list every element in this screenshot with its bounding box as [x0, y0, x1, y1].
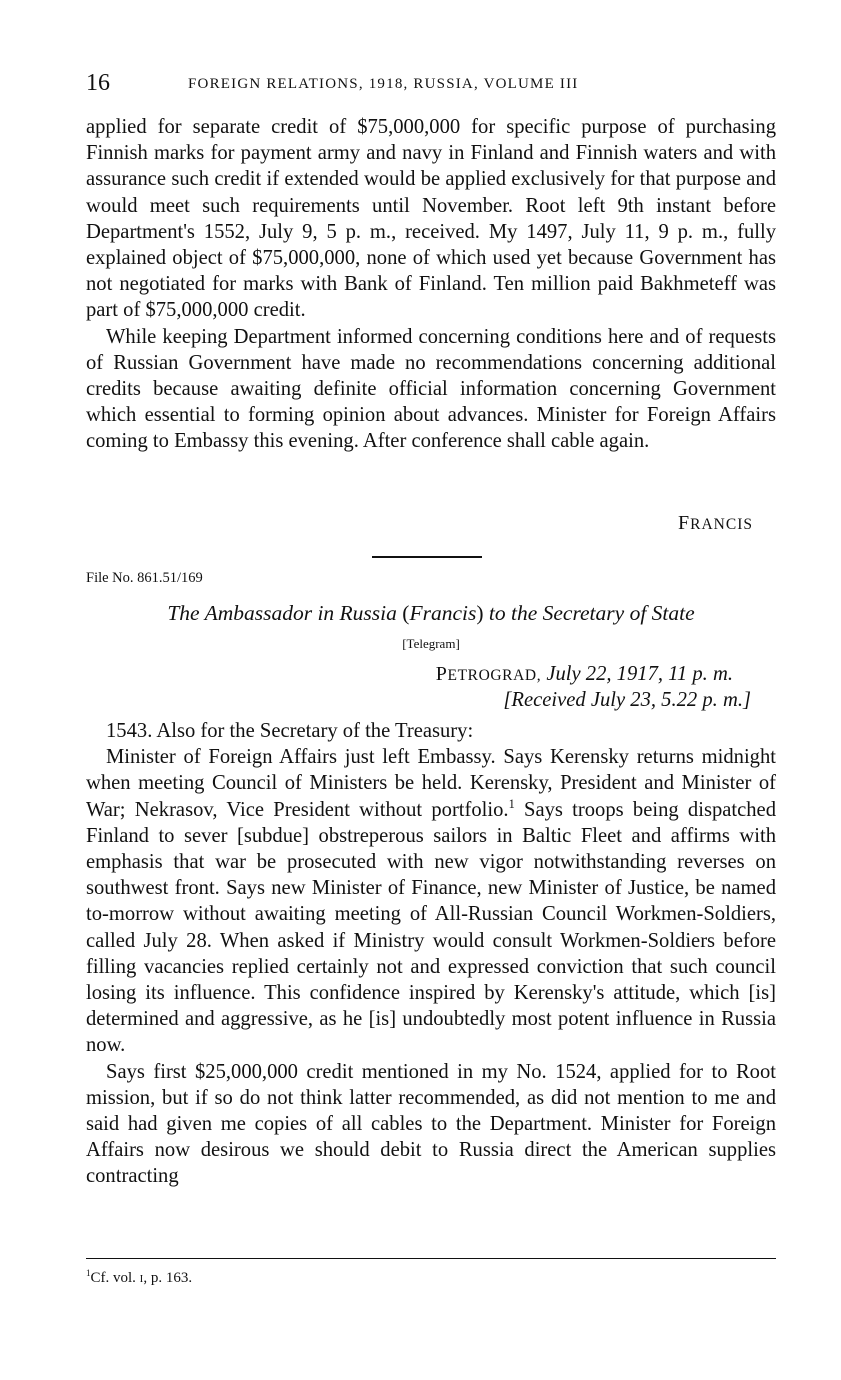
- title-name: Francis: [409, 601, 477, 625]
- page-number: 16: [86, 70, 110, 96]
- continued-paragraph-2: While keeping Department informed concerning conditions here and of requests of Russian Government have made no recommendations concerning additional credits because awaiting definite official information concerning Government which essential to forming opinion about advances. Minister for Foreign Affairs coming to Embassy this evening. After conference shall cable again.: [86, 325, 776, 453]
- dateline: [436, 663, 733, 686]
- footnote-volume: i: [139, 1270, 144, 1286]
- section-divider: [372, 556, 482, 558]
- date: July 22, 1917, 11 p. m.: [546, 663, 733, 685]
- telegram-paragraph-2a: Minister of Foreign Affairs just left Embassy. Says Kerensky returns midnight when meeting Council of Ministers be held. Kerensky, President and Minister of War; Nekrasov, Vice President without portfolio.: [86, 746, 776, 821]
- title-paren-open: (: [402, 601, 410, 625]
- footnote-suffix: , p. 163.: [143, 1270, 193, 1286]
- place-rest: ETROGRAD,: [447, 667, 542, 684]
- telegram-paragraph-3: Says first $25,000,000 credit mentioned in my No. 1524, applied for to Root mission, but if so do not think latter recommended, as did not mention to me and said had given me copies of all cables to the Department. Minister for Foreign Affairs now desirous we should debit to Russia direct the American supplies contracting: [86, 1060, 776, 1188]
- continued-text: [86, 114, 776, 455]
- document-type: [Telegram]: [402, 636, 460, 651]
- telegram-body: [86, 718, 776, 1190]
- file-number: File No. 861.51/169: [86, 570, 203, 586]
- footnote-divider: [86, 1258, 776, 1259]
- signature-francis: [678, 512, 753, 535]
- continued-paragraph-1: applied for separate credit of $75,000,000 for specific purpose of purchasing Finnish marks for payment army and navy in Finland and Finnish waters and with assurance such credit if extended would be applied exclusively for that purpose and would meet such requirements until November. Root left 9th instant before Department's 1552, July 9, 5 p. m., received. My 1497, July 11, 9 p. m., fully explained object of $75,000,000, none of which used yet because Government has not negotiated for marks with Bank of Finland. Ten million paid Bakhmeteff was part of $75,000,000 credit.: [86, 116, 776, 322]
- title-part-1: The Ambassador in Russia: [167, 601, 403, 625]
- footnote-reference: 1: [508, 796, 515, 811]
- title-paren-close: ): [476, 601, 484, 625]
- place-name: [435, 663, 542, 685]
- telegram-paragraph-1: 1543. Also for the Secretary of the Treasury:: [106, 720, 474, 742]
- received-line: [Received July 23, 5.22 p. m.]: [503, 689, 751, 711]
- running-head: FOREIGN RELATIONS, 1918, RUSSIA, VOLUME III: [188, 76, 579, 92]
- signature-rest: RANCIS: [690, 516, 753, 533]
- footnote-prefix: Cf. vol.: [90, 1270, 140, 1286]
- footnote: [86, 1270, 192, 1287]
- page-header: [86, 70, 776, 100]
- document-title: [86, 601, 776, 626]
- telegram-paragraph-2b: Says troops being dispatched Finland to sever [subdue] obstreperous sailors in Baltic Fleet and affirms with emphasis that war be prosecuted with new vigor notwithstanding reverses on southwest front. Says new Minister of Finance, new Minister of Justice, be named to-morrow without awaiting meeting of All-Russian Council Workmen-Soldiers, called July 28. When asked if Ministry would consult Workmen-Soldiers before filling vacancies replied certainly not and expressed conviction that such council losing its influence. This confidence inspired by Kerensky's attitude, which [is] determined and aggressive, as he [is] undoubtedly most potent influence in Russia now.: [86, 798, 776, 1057]
- signature-initial: F: [678, 512, 691, 534]
- title-part-2: to the Secretary of State: [483, 601, 695, 625]
- telegram-paragraph-2: [86, 744, 776, 1058]
- footnote-marker: 1: [86, 1268, 91, 1278]
- place-initial: P: [435, 663, 448, 685]
